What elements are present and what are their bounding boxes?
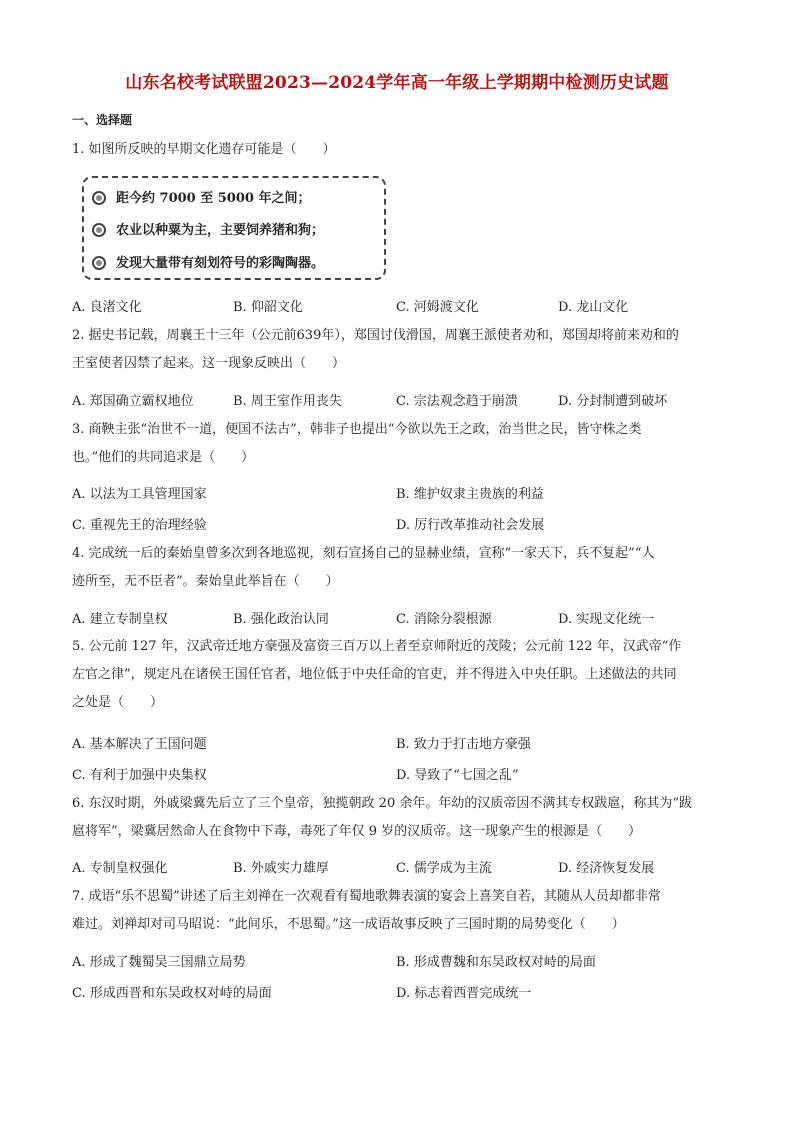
question-7-options-row1 bbox=[72, 951, 724, 971]
option-d[interactable]: D. 标志着西晋完成统一 bbox=[396, 986, 532, 1001]
question-4-stem: 4. 完成统一后的秦始皇曾多次到各地巡视，刻石宣扬自己的显赫业绩，宣称“一家天下，兵不复起”“人 迹所至，无不臣者”。秦始皇此举旨在（ ） bbox=[72, 546, 655, 589]
option-d[interactable]: D. 导致了“七国之乱” bbox=[396, 768, 519, 783]
question-2-stem: 2. 据史书记载，周襄王十三年（公元前639年），郑国讨伐滑国，周襄王派使者劝和，郑国却将前来劝和的 王室使者囚禁了起来。这一现象反映出（ ） bbox=[72, 328, 679, 371]
option-c[interactable]: C. 重视先王的治理经验 bbox=[72, 518, 207, 533]
question-1-options bbox=[72, 296, 724, 316]
option-a[interactable]: A. 专制皇权强化 bbox=[72, 861, 168, 876]
circle-bullet-icon bbox=[92, 256, 106, 270]
circle-bullet-icon bbox=[92, 223, 106, 237]
option-a[interactable]: A. 以法为工具管理国家 bbox=[72, 487, 207, 502]
question-7-options-row2 bbox=[72, 982, 724, 1002]
option-c[interactable]: C. 形成西晋和东吴政权对峙的局面 bbox=[72, 986, 272, 1001]
question-3-stem: 3. 商鞅主张“治世不一道，便国不法古”，韩非子也提出“今欲以先王之政，治当世之民，皆守株之类 也。”他们的共同追求是（ ） bbox=[72, 422, 642, 465]
question-4-options bbox=[72, 608, 724, 628]
option-a[interactable]: A. 建立专制皇权 bbox=[72, 612, 168, 627]
question-5-options-row2 bbox=[72, 764, 724, 784]
option-b[interactable]: B. 致力于打击地方豪强 bbox=[396, 737, 531, 752]
option-d[interactable]: D. 龙山文化 bbox=[558, 300, 629, 315]
question-1-stem: 1. 如图所反映的早期文化遗存可能是（ ） bbox=[72, 142, 336, 157]
info-box-line: 距今约 7000 至 5000 年之间； bbox=[92, 187, 310, 206]
option-c[interactable]: C. 河姆渡文化 bbox=[396, 300, 479, 315]
option-a[interactable]: A. 形成了魏蜀吴三国鼎立局势 bbox=[72, 955, 246, 970]
option-b[interactable]: B. 外戚实力雄厚 bbox=[233, 861, 329, 876]
section-heading: 一、选择题 bbox=[72, 113, 133, 127]
option-c[interactable]: C. 儒学成为主流 bbox=[396, 861, 492, 876]
question-5-stem: 5. 公元前 127 年，汉武帝迁地方豪强及富资三百万以上者至京师附近的茂陵；公元前 122 年，汉武帝“作 左官之律”，规定凡在诸侯王国任官者，地位低于中央任命的官吏，并不得进入中央任职。上述做法的共同 之处是（ ） bbox=[72, 639, 682, 710]
option-b[interactable]: B. 强化政治认同 bbox=[233, 612, 329, 627]
question-6-options bbox=[72, 857, 724, 877]
question-5-options-row1 bbox=[72, 733, 724, 753]
option-b[interactable]: B. 维护奴隶主贵族的利益 bbox=[396, 487, 544, 502]
option-d[interactable]: D. 厉行改革推动社会发展 bbox=[396, 518, 545, 533]
info-box-line: 农业以种粟为主，主要饲养猪和狗； bbox=[92, 219, 324, 238]
option-b[interactable]: B. 形成曹魏和东吴政权对峙的局面 bbox=[396, 955, 596, 970]
option-d[interactable]: D. 分封制遭到破坏 bbox=[558, 394, 668, 409]
option-a[interactable]: A. 基本解决了王国问题 bbox=[72, 737, 207, 752]
info-box-line: 发现大量带有刻划符号的彩陶陶器。 bbox=[92, 252, 324, 271]
option-b[interactable]: B. 仰韶文化 bbox=[233, 300, 303, 315]
question-6-stem: 6. 东汉时期，外戚梁冀先后立了三个皇帝，独揽朝政 20 余年。年幼的汉质帝因不满其专权跋扈，称其为“跋 扈将军”，梁冀居然命人在食物中下毒，毒死了年仅 9 岁的汉质帝。这一现象产生的根源是（ ） bbox=[72, 796, 692, 839]
question-2-options bbox=[72, 390, 724, 410]
option-a[interactable]: A. 良渚文化 bbox=[72, 300, 142, 315]
circle-bullet-icon bbox=[92, 191, 106, 205]
question-3-options-row2 bbox=[72, 514, 724, 534]
option-c[interactable]: C. 消除分裂根源 bbox=[396, 612, 492, 627]
option-c[interactable]: C. 宗法观念趋于崩溃 bbox=[396, 394, 518, 409]
option-c[interactable]: C. 有利于加强中央集权 bbox=[72, 768, 207, 783]
option-d[interactable]: D. 实现文化统一 bbox=[558, 612, 655, 627]
option-a[interactable]: A. 郑国确立霸权地位 bbox=[72, 394, 194, 409]
exam-title: 山东名校考试联盟2023—2024学年高一年级上学期期中检测历史试题 bbox=[125, 73, 669, 93]
question-1-info-box bbox=[82, 176, 386, 280]
option-d[interactable]: D. 经济恢复发展 bbox=[558, 861, 655, 876]
question-7-stem: 7. 成语“乐不思蜀”讲述了后主刘禅在一次观看有蜀地歌舞表演的宴会上喜笑自若，其随从人员却都非常 难过。刘禅却对司马昭说：“此间乐，不思蜀。”这一成语故事反映了三国时期的局势变化（ ） bbox=[72, 889, 661, 932]
question-3-options-row1 bbox=[72, 483, 724, 503]
option-b[interactable]: B. 周王室作用丧失 bbox=[233, 394, 342, 409]
